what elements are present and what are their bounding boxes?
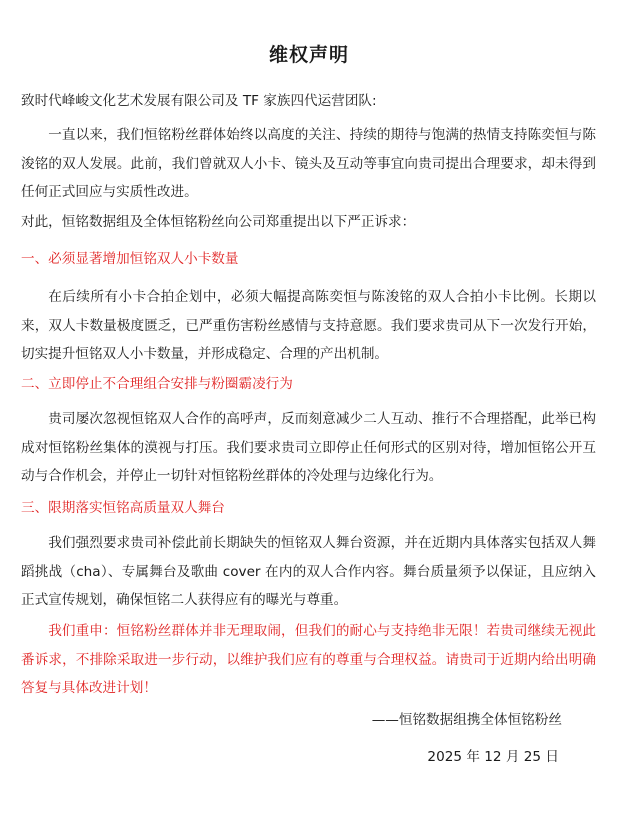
closing-paragraph: 我们重申：恒铭粉丝群体并非无理取闹，但我们的耐心与支持绝非无限！若贵司继续无视此番诉求，不排除采取进一步行动，以维护我们应有的尊重与合理权益。请贵司于近期内给出明确答复与具体改进计划！ bbox=[21, 623, 596, 696]
section-3-body: 我们强烈要求贵司补偿此前长期缺失的恒铭双人舞台资源，并在近期内具体落实包括双人舞蹈挑战（cha）、专属舞台及歌曲 cover 在内的双人合作内容。舞台质量须予以保证，且应纳入正式宣传规划，确保恒铭二人获得应有的曝光与尊重。 bbox=[21, 535, 596, 608]
date: 2025 年 12 月 25 日 bbox=[427, 749, 559, 765]
document-title: 维权声明 bbox=[268, 44, 349, 66]
section-2-heading: 二、立即停止不合理组合安排与粉圈霸凌行为 bbox=[21, 376, 293, 392]
section-3-heading: 三、限期落实恒铭高质量双人舞台 bbox=[21, 500, 225, 516]
lead-paragraph: 对此，恒铭数据组及全体恒铭粉丝向公司郑重提出以下严正诉求： bbox=[21, 214, 416, 230]
signature: ——恒铭数据组携全体恒铭粉丝 bbox=[371, 712, 562, 728]
intro-paragraph: 一直以来，我们恒铭粉丝群体始终以高度的关注、持续的期待与饱满的热情支持陈奕恒与陈浚铭的双人发展。此前，我们曾就双人小卡、镜头及互动等事宜向贵司提出合理要求，却未得到任何正式回应与实质性改进。 bbox=[21, 127, 596, 200]
section-2-body: 贵司屡次忽视恒铭双人合作的高呼声，反而刻意减少二人互动、推行不合理搭配，此举已构成对恒铭粉丝集体的漠视与打压。我们要求贵司立即停止任何形式的区别对待，增加恒铭公开互动与合作机会，并停止一切针对恒铭粉丝群体的冷处理与边缘化行为。 bbox=[21, 411, 596, 484]
section-1-body: 在后续所有小卡合拍企划中，必须大幅提高陈奕恒与陈浚铭的双人合拍小卡比例。长期以来，双人卡数量极度匮乏，已严重伤害粉丝感情与支持意愿。我们要求贵司从下一次发行开始，切实提升恒铭双人小卡数量，并形成稳定、合理的产出机制。 bbox=[21, 289, 596, 362]
salutation: 致时代峰峻文化艺术发展有限公司及 TF 家族四代运营团队: bbox=[21, 93, 377, 109]
section-1-heading: 一、必须显著增加恒铭双人小卡数量 bbox=[21, 251, 239, 267]
